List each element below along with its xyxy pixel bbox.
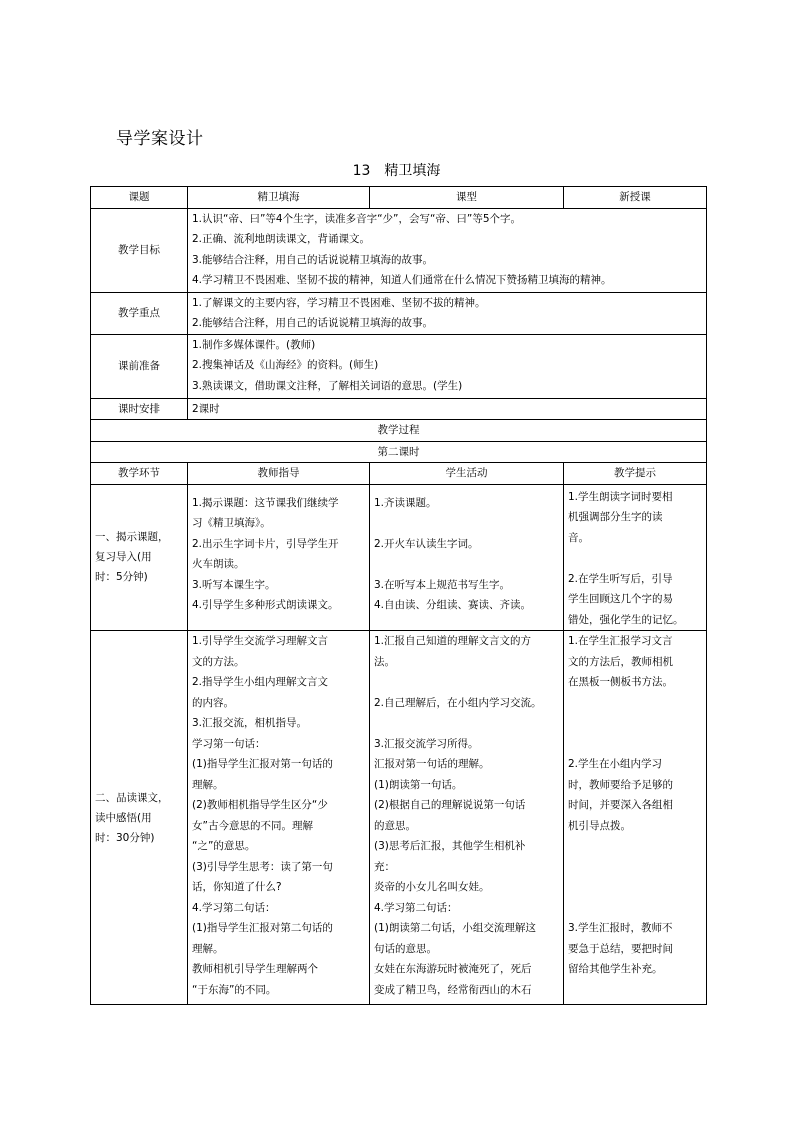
process-row [91,420,707,442]
stage1-row [91,484,707,631]
stage1-name: 一、揭示课题， 复习导入(用 时：5分钟) [91,484,188,631]
goals-label: 教学目标 [91,208,188,292]
topic-label: 课题 [91,187,188,209]
goal-item: 4.学习精卫不畏困难、坚韧不拔的精神，知道人们通常在什么情况下赞扬精卫填海的精神。 [192,274,612,286]
lesson-plan-table [90,186,707,1005]
stage2-row [91,631,707,1005]
topic-row [91,187,707,209]
header-student: 学生活动 [370,463,564,485]
topic-value: 精卫填海 [188,187,370,209]
prep-row [91,334,707,398]
prep-item: 2.搜集神话及《山海经》的资料。(师生) [192,359,379,371]
prep-content [188,334,707,398]
stage2-student: 1.汇报自己知道的理解文言文的方 法。 2.自己理解后，在小组内学习交流。 3.汇报交流学习所得。 汇报对第一句话的理解。 (1)朗读第一句话。 (2)根据自己的理解说说第一句话 的意思。 (3)思考后汇报，其他学生相机补 充： 炎帝的小女儿名叫女娃。 4.学习第二句话： (1)朗读第二句话，小组交流理解这 句话的意思。 女娃在东海游玩时被淹死了，死后 变成了精卫鸟，经常衔西山的木石 [370,631,564,1005]
prep-item: 1.制作多媒体课件。(教师) [192,338,316,351]
focus-content [188,292,707,334]
focus-item: 2.能够结合注释，用自己的话说说精卫填海的故事。 [192,317,434,329]
column-header-row [91,463,707,485]
time-row [91,398,707,420]
goal-item: 2.正确、流利地朗读课文，背诵课文。 [192,233,371,245]
header-teacher: 教师指导 [188,463,370,485]
time-value: 2课时 [188,398,707,420]
stage2-name: 二、品读课文， 读中感悟(用 时：30分钟) [91,631,188,1005]
focus-item: 1.了解课文的主要内容，学习精卫不畏困难、坚韧不拔的精神。 [192,296,486,309]
stage1-tips: 1.学生朗读字词时要相 机强调部分生字的读 音。 2.在学生听写后，引导 学生回顾这几个字的易 错处，强化学生的记忆。 [564,484,707,631]
stage2-tips: 1.在学生汇报学习文言 文的方法后，教师相机 在黑板一侧板书方法。 2.学生在小组内学习 时，教师要给予足够的 时间，并要深入各组相 机引导点拨。 3.学生汇报时，教师不 要急于总结，要把时间 留给其他学生补充。 [564,631,707,1005]
lesson-title [0,160,793,180]
document-title: 导学案设计 [116,129,204,149]
period-title: 第二课时 [91,441,707,463]
type-label: 课型 [370,187,564,209]
lesson-number: 13 [352,163,371,179]
goal-item: 1.认识“帝、曰”等4个生字，读准多音字“少”，会写“帝、曰”等5个字。 [192,212,522,225]
goal-item: 3.能够结合注释，用自己的话说说精卫填海的故事。 [192,253,434,266]
stage1-student: 1.齐读课题。 2.开火车认读生字词。 3.在听写本上规范书写生字。 4.自由读、分组读、赛读、齐读。 [370,484,564,631]
stage1-teacher: 1.揭示课题：这节课我们继续学 习《精卫填海》。 2.出示生字词卡片，引导学生开 火车朗读。 3.听写本课生字。 4.引导学生多种形式朗读课文。 [188,484,370,631]
header-tips: 教学提示 [564,463,707,485]
goals-content [188,208,707,292]
prep-label: 课前准备 [91,334,188,398]
time-label: 课时安排 [91,398,188,420]
lesson-name: 精卫填海 [384,163,441,179]
process-title: 教学过程 [91,420,707,442]
header-stage: 教学环节 [91,463,188,485]
goals-row [91,208,707,292]
focus-row [91,292,707,334]
stage2-teacher: 1.引导学生交流学习理解文言 文的方法。 2.指导学生小组内理解文言文 的内容。 3.汇报交流，相机指导。 学习第一句话： (1)指导学生汇报对第一句话的 理解。 (2)教师相机指导学生区分“少 女”古今意思的不同。理解 “之”的意思。 (3)引导学生思考：读了第一句 话，你知道了什么? 4.学习第二句话： (1)指导学生汇报对第二句话的 理解。 教师相机引导学生理解两个 “于东海”的不同。 [188,631,370,1005]
type-value: 新授课 [564,187,707,209]
focus-label: 教学重点 [91,292,188,334]
prep-item: 3.熟读课文，借助课文注释，了解相关词语的意思。(学生) [192,379,463,392]
period-row [91,441,707,463]
